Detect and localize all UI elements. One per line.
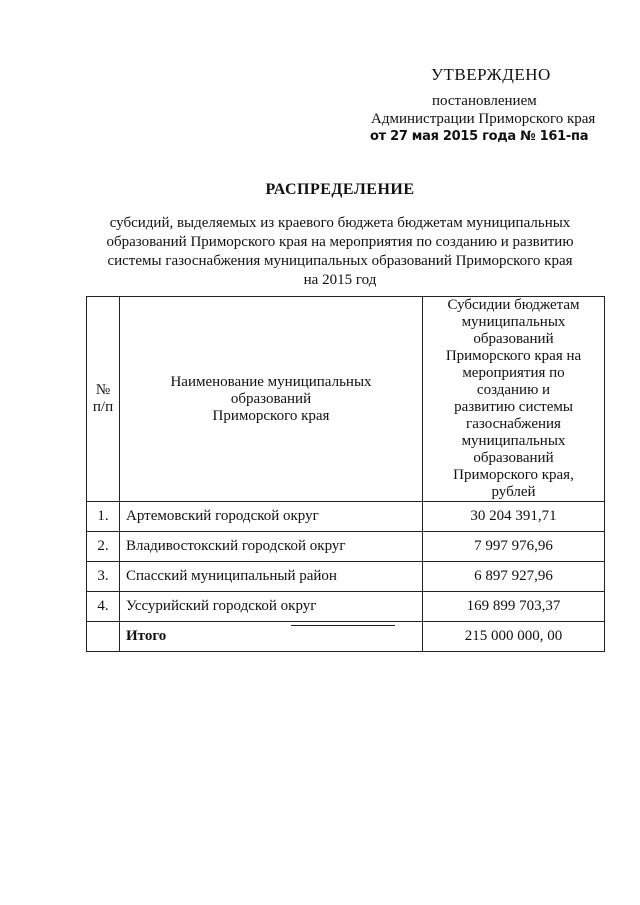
header-number bbox=[87, 297, 120, 502]
total-amount: 215 000 000, 00 bbox=[423, 622, 605, 652]
row-municipality: Владивостокский городской округ bbox=[120, 532, 423, 562]
row-municipality: Уссурийский городской округ bbox=[120, 592, 423, 622]
row-municipality: Артемовский городской округ bbox=[120, 502, 423, 532]
row-number: 1. bbox=[87, 502, 120, 532]
header-subsidy-line: муниципальных образований bbox=[461, 314, 566, 347]
approval-line-administration: Администрации Приморского края bbox=[371, 111, 596, 127]
header-subsidy-line: Субсидии бюджетам bbox=[447, 297, 580, 313]
row-amount: 169 899 703,37 bbox=[423, 592, 605, 622]
header-subsidy-line: мероприятия по созданию и bbox=[462, 365, 565, 398]
subtitle-line: системы газоснабжения муниципальных образований Приморского края bbox=[107, 253, 573, 269]
header-number-line: п/п bbox=[92, 399, 114, 415]
subtitle-line: субсидий, выделяемых из краевого бюджета бюджетам муниципальных bbox=[109, 215, 571, 231]
total-label: Итого bbox=[120, 622, 423, 652]
header-municipality-line: Приморского края bbox=[212, 407, 330, 424]
distribution-table bbox=[86, 296, 605, 652]
row-amount: 30 204 391,71 bbox=[423, 502, 605, 532]
approval-line-date-number: от 27 мая 2015 года № 161-па bbox=[370, 129, 589, 144]
row-amount: 6 897 927,96 bbox=[423, 562, 605, 592]
row-number: 3. bbox=[87, 562, 120, 592]
header-municipality bbox=[120, 297, 423, 502]
row-number: 4. bbox=[87, 592, 120, 622]
table-total-row bbox=[87, 622, 605, 652]
table-row bbox=[87, 562, 605, 592]
table-row bbox=[87, 502, 605, 532]
approval-heading: УТВЕРЖДЕНО bbox=[431, 65, 551, 84]
approval-stamp bbox=[360, 64, 610, 146]
row-municipality: Спасский муниципальный район bbox=[120, 562, 423, 592]
header-subsidy bbox=[423, 297, 605, 502]
approval-line-resolution: постановлением bbox=[432, 93, 537, 109]
row-number: 2. bbox=[87, 532, 120, 562]
header-municipality-line: образований bbox=[230, 390, 312, 407]
header-subsidy-line: газоснабжения муниципальных bbox=[461, 416, 566, 449]
table-header-row bbox=[87, 297, 605, 502]
header-number-line: № bbox=[95, 382, 111, 398]
header-subsidy-line: рублей bbox=[491, 484, 536, 500]
header-subsidy-line: Приморского края на bbox=[445, 348, 582, 364]
header-municipality-line: Наименование муниципальных bbox=[170, 373, 372, 390]
document-title: РАСПРЕДЕЛЕНИЕ bbox=[265, 181, 415, 198]
subtitle-line: на 2015 год bbox=[303, 272, 377, 288]
document-subtitle bbox=[60, 214, 620, 290]
total-number bbox=[87, 622, 120, 652]
header-subsidy-line: развитию системы bbox=[454, 399, 573, 415]
closing-divider-line bbox=[291, 625, 395, 626]
subtitle-line: образований Приморского края на мероприятия по созданию и развитию bbox=[106, 234, 574, 250]
header-subsidy-line: образований Приморского края, bbox=[453, 450, 574, 483]
table-row bbox=[87, 532, 605, 562]
row-amount: 7 997 976,96 bbox=[423, 532, 605, 562]
table-row bbox=[87, 592, 605, 622]
document-title-block bbox=[60, 180, 620, 290]
